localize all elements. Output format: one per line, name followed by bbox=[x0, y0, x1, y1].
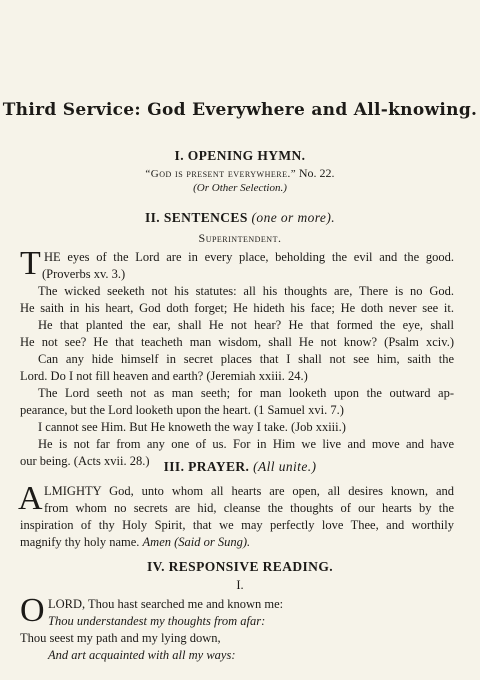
prayer-heading bbox=[0, 459, 480, 475]
reading-line: And art acquainted with all my ways: bbox=[48, 648, 236, 662]
sentences-heading bbox=[0, 210, 480, 226]
sentence-line: I cannot see Him. But He knoweth the way I take. (Job xxiii.) bbox=[38, 420, 346, 434]
responsive-reading-heading: IV. RESPONSIVE READING. bbox=[147, 559, 333, 574]
sentences-heading-note: (one or more). bbox=[251, 210, 335, 225]
sentence-line: He not see? He that teacheth man wisdom, shall He not know? (Psalm xciv.) bbox=[20, 335, 454, 349]
sentence-line: Can any hide himself in secret places that I shall not see him, saith the bbox=[38, 352, 454, 366]
prayer-heading-note: (All unite.) bbox=[253, 459, 317, 474]
sentences-heading-text: II. SENTENCES bbox=[145, 210, 248, 225]
prayer-amen-note: (Said or Sung). bbox=[174, 535, 251, 549]
sentences-drop-cap: T bbox=[20, 245, 41, 282]
hymn-name: “God is present everywhere.” bbox=[145, 168, 297, 180]
sentence-line: The Lord seeth not as man seeth; for man looketh upon the outward ap- bbox=[38, 386, 454, 400]
sentence-line: HE eyes of the Lord are in every place, beholding the evil and the good. bbox=[44, 250, 454, 264]
reading-line: Thou seest my path and my lying down, bbox=[20, 631, 221, 645]
prayer-heading-text: III. PRAYER. bbox=[163, 459, 250, 474]
prayer-line: LMIGHTY God, unto whom all hearts are open, all desires known, and bbox=[44, 484, 454, 498]
hymn-alt: (Or Other Selection.) bbox=[193, 182, 287, 194]
reading-drop-cap: O bbox=[20, 592, 45, 629]
reading-line: LORD, Thou hast searched me and known me: bbox=[48, 597, 284, 611]
sentence-line: our being. (Acts xvii. 28.) bbox=[20, 454, 150, 468]
reading-text bbox=[20, 592, 454, 664]
prayer-line: inspiration of thy Holy Spirit, that we may perfectly love Thee, and worthily bbox=[20, 518, 454, 532]
prayer-amen: Amen bbox=[142, 535, 172, 549]
sentence-line: pearance, but the Lord looketh upon the heart. (1 Samuel xvi. 7.) bbox=[20, 403, 344, 417]
prayer-line: magnify thy holy name. bbox=[20, 535, 140, 549]
reading-line: Thou understandest my thoughts from afar: bbox=[48, 614, 266, 628]
reading-sub-number: I. bbox=[236, 578, 244, 592]
sentence-line: He that planted the ear, shall He not hear? He that formed the eye, shall bbox=[38, 318, 454, 332]
hymn-line bbox=[0, 166, 480, 181]
sentence-line: He is not far from any one of us. For in Him we live and move and have bbox=[38, 437, 454, 451]
prayer-line-last bbox=[20, 534, 454, 551]
sentence-line: The wicked seeketh not his statutes: all his thoughts are, There is no God. bbox=[38, 284, 454, 298]
opening-hymn-heading bbox=[0, 148, 480, 164]
page-title: Third Service: God Everywhere and All-knowing. bbox=[2, 100, 478, 120]
sentence-line: Lord. Do I not fill heaven and earth? (Jeremiah xxiii. 24.) bbox=[20, 369, 308, 383]
prayer-line: from whom no secrets are hid, cleanse the thoughts of our hearts by the bbox=[44, 501, 454, 515]
prayer-drop-cap: A bbox=[18, 480, 43, 517]
prayer-text bbox=[18, 480, 454, 551]
hymn-number: No. 22. bbox=[298, 166, 335, 180]
sentence-line: (Proverbs xv. 3.) bbox=[42, 267, 126, 281]
opening-hymn-heading-text: I. OPENING HYMN. bbox=[174, 148, 306, 163]
speaker-label: Superintendent. bbox=[198, 231, 282, 245]
sentence-line: He saith in his heart, God doth forget; He hideth his face; He doth never see it. bbox=[20, 301, 454, 315]
sentences-text bbox=[20, 245, 454, 470]
